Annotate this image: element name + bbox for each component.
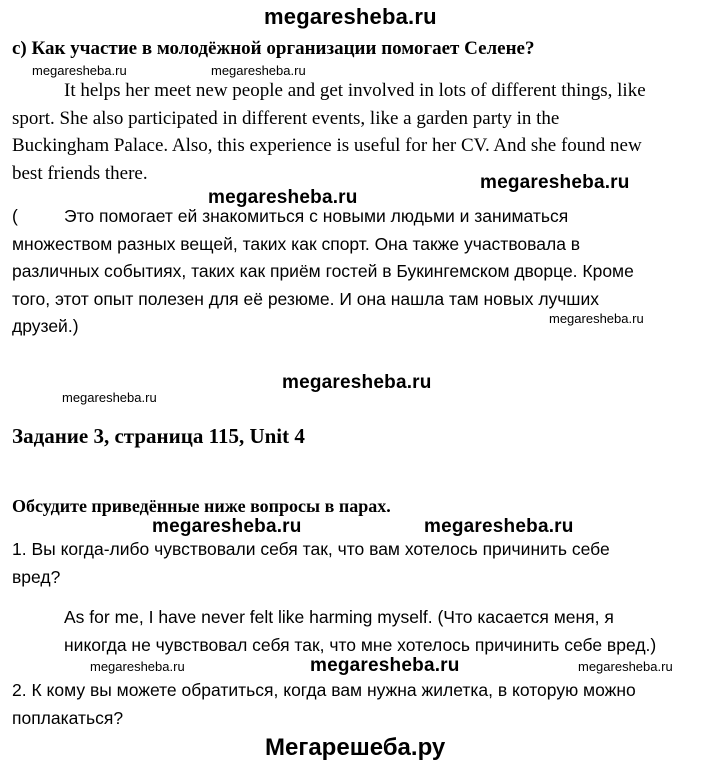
watermark-small: megaresheba.ru — [62, 390, 157, 405]
question-2 — [12, 677, 636, 732]
question-c-heading: c) Как участие в молодёжной организации помогает Селене? — [12, 38, 535, 59]
question-1-line: вред? — [12, 566, 61, 587]
task-instruction: Обсудите приведённые ниже вопросы в парах. — [12, 496, 391, 516]
watermark-big: megaresheba.ru — [208, 187, 358, 208]
answer-russian-line: множеством разных вещей, таких как спорт. Она также участвовала в — [12, 233, 581, 254]
watermark-big: megaresheba.ru — [282, 372, 432, 393]
question-1-line: 1. Вы когда-либо чувствовали себя так, что вам хотелось причинить себе — [12, 539, 610, 559]
answer-1 — [12, 604, 656, 659]
answer-english — [12, 77, 646, 187]
watermark-big: megaresheba.ru — [424, 516, 574, 537]
question-2-line: 2. К кому вы можете обратиться, когда вам нужна жилетка, в которую можно — [12, 680, 636, 700]
answer-english-line: sport. She also participated in different events, like a garden party in the — [12, 107, 560, 129]
question-1 — [12, 536, 610, 591]
answer-russian — [12, 203, 634, 341]
answer-russian-line: того, этот опыт полезен для её резюме. И она нашла там новых лучших — [12, 288, 599, 309]
answer-english-line: Buckingham Palace. Also, this experience is useful for her CV. And she found new — [12, 135, 642, 156]
watermark-small: megaresheba.ru — [211, 63, 306, 78]
answer-russian-line: Это помогает ей знакомиться с новыми людьми и заниматься — [64, 206, 569, 226]
watermark-big: megaresheba.ru — [480, 172, 630, 193]
answer-1-line: As for me, I have never felt like harming myself. (Что касается меня, я — [64, 607, 614, 627]
task-heading: Задание 3, страница 115, Unit 4 — [12, 424, 305, 448]
translation-open-paren: ( — [12, 206, 18, 226]
watermark-small: megaresheba.ru — [578, 659, 673, 674]
answer-english-line: best friends there. — [12, 162, 148, 184]
question-2-line: поплакаться? — [12, 707, 124, 728]
footer-brand: Мегарешеба.ру — [265, 734, 446, 761]
answer-english-line: It helps her meet new people and get involved in lots of different things, like — [64, 80, 646, 101]
answer-russian-line: друзей.) — [12, 316, 79, 336]
watermark-small: megaresheba.ru — [90, 659, 185, 674]
answer-1-line: никогда не чувствовал себя так, что мне хотелось причинить себе вред.) — [64, 634, 657, 655]
watermark-small: megaresheba.ru — [549, 311, 644, 326]
watermark-big: megaresheba.ru — [310, 655, 460, 676]
answer-russian-line: различных событиях, таких как приём гостей в Букингемском дворце. Кроме — [12, 261, 634, 281]
watermark-big: megaresheba.ru — [152, 516, 302, 537]
watermark-top: megaresheba.ru — [264, 4, 437, 29]
watermark-small: megaresheba.ru — [32, 63, 127, 78]
